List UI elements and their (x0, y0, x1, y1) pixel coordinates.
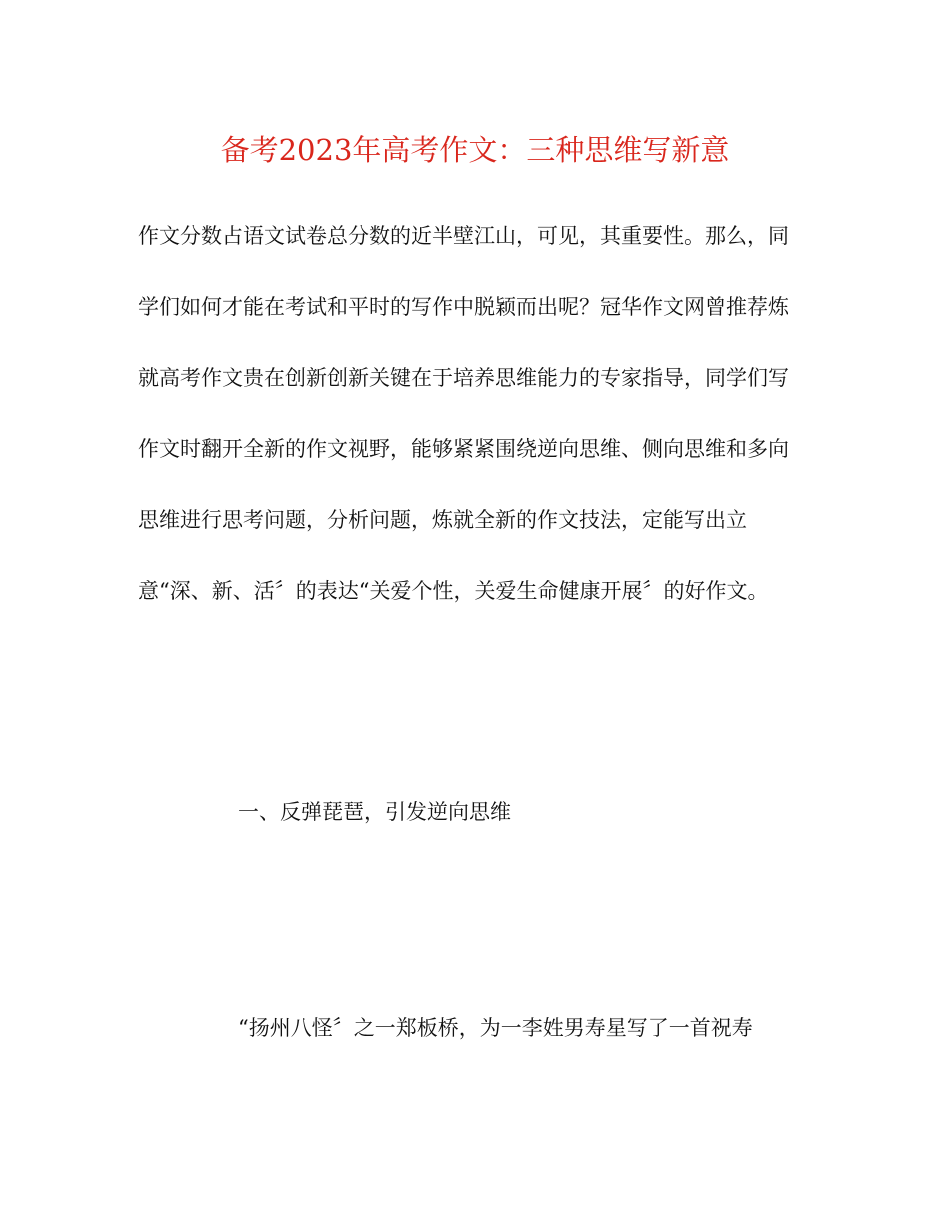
intro-line: 学们如何才能在考试和平时的写作中脱颖而出呢？冠华作文网曾推荐炼 (138, 295, 789, 319)
intro-line: 作文时翻开全新的作文视野，能够紧紧围绕逆向思维、侧向思维和多向 (138, 437, 789, 461)
document-title: 备考2023年高考作文：三种思维写新意 (220, 133, 730, 167)
intro-line: 意“深、新、活〞的表达“关爱个性，关爱生命健康开展〞的好作文。 (138, 579, 769, 603)
intro-line: 就高考作文贵在创新创新关键在于培养思维能力的专家指导，同学们写 (138, 366, 789, 390)
story-paragraph: “扬州八怪〞之一郑板桥，为一李姓男寿星写了一首祝寿 (238, 1016, 753, 1040)
section-heading: 一、反弹琵琶，引发逆向思维 (238, 800, 511, 824)
intro-line: 思维进行思考问题，分析问题，炼就全新的作文技法，定能写出立 (138, 508, 747, 532)
intro-line: 作文分数占语文试卷总分数的近半壁江山，可见，其重要性。那么，同 (138, 224, 789, 248)
